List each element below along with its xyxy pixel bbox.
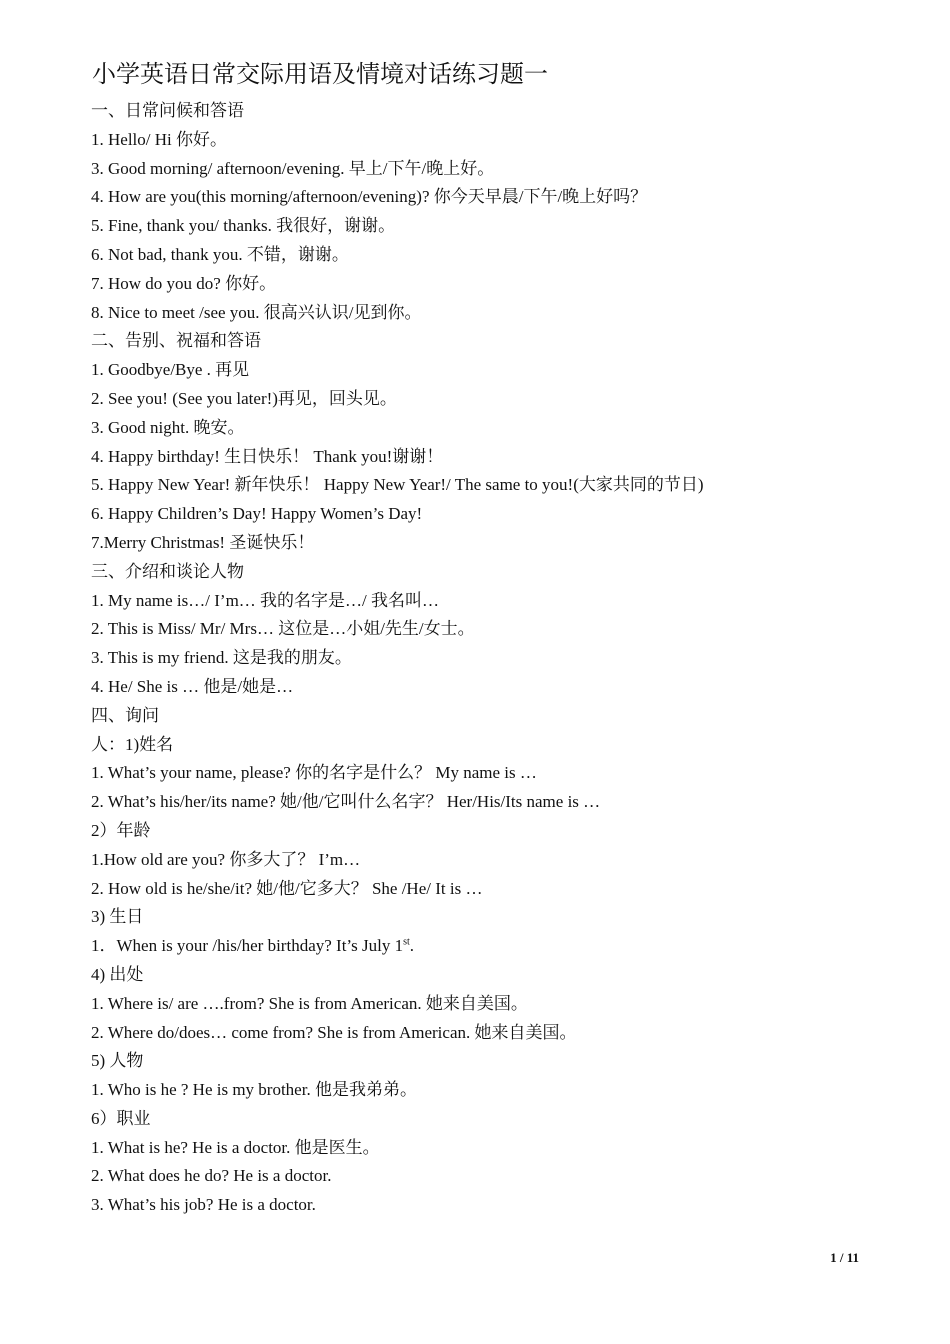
text-line (91, 471, 704, 500)
line-text: 4. He/ She is … 他是/她是… (91, 676, 294, 696)
text-line (91, 558, 704, 587)
text-line (91, 212, 704, 241)
line-text: 人：1)姓名 (91, 734, 174, 754)
text-line (91, 241, 704, 270)
line-text: 1. Hello/ Hi 你好。 (91, 129, 227, 149)
page-title: 小学英语日常交际用语及情境对话练习题一 (92, 62, 548, 88)
line-text: 2. Where do/does… come from? She is from American. 她来自美国。 (91, 1022, 577, 1042)
text-line (91, 702, 704, 731)
line-text: 2. See you! (See you later!)再见，回头见。 (91, 388, 397, 408)
line-text: 3. Good night. 晚安。 (91, 417, 245, 437)
text-line (91, 875, 704, 904)
line-text: 2. What does he do? He is a doctor. (91, 1166, 332, 1186)
line-text-suffix: . (409, 936, 415, 956)
line-text: 一、日常问候和答语 (91, 101, 244, 120)
text-line (91, 846, 704, 875)
text-line (91, 1162, 704, 1191)
line-text: 3. Good morning/ afternoon/evening. 早上/下午/晚上好。 (91, 158, 495, 178)
line-text: 5) 人物 (91, 1051, 144, 1071)
text-line (91, 615, 704, 644)
text-line (91, 356, 704, 385)
text-line (91, 932, 704, 961)
text-line (91, 673, 704, 702)
line-superscript: st (403, 936, 410, 948)
text-line (91, 903, 704, 932)
line-text: 2. What’s his/her/its name? 她/他/它叫什么名字？ Her/His/Its name is … (91, 792, 601, 812)
text-line (91, 500, 704, 529)
text-line (91, 183, 704, 212)
line-text: 4. How are you(this morning/afternoon/evening)? 你今天早晨/下午/晚上好吗？ (91, 187, 648, 207)
text-line (91, 817, 704, 846)
line-text: 3. This is my friend. 这是我的朋友。 (91, 648, 352, 668)
line-text: 1. Where is/ are ….from? She is from American. 她来自美国。 (91, 993, 528, 1013)
line-text: 1. Goodbye/Bye . 再见 (91, 360, 250, 380)
text-line (91, 788, 704, 817)
text-line (91, 327, 704, 356)
line-text: 1.How old are you? 你多大了？ I’m… (91, 849, 361, 869)
text-line (91, 1105, 704, 1134)
line-text: 3) 生日 (91, 907, 144, 927)
text-line (91, 270, 704, 299)
text-line (91, 414, 704, 443)
text-line (91, 961, 704, 990)
line-text: 1. My name is…/ I’m… 我的名字是…/ 我名叫… (91, 590, 440, 610)
text-line (91, 1076, 704, 1105)
line-text: 1. Who is he ? He is my brother. 他是我弟弟。 (91, 1080, 417, 1100)
text-line (91, 385, 704, 414)
line-text: 1．When is your /his/her birthday? It’s July 1 (91, 936, 404, 956)
line-text: 4) 出处 (91, 964, 144, 984)
line-text: 二、告别、祝福和答语 (91, 331, 261, 351)
text-line (91, 587, 704, 616)
line-text: 6. Not bad, thank you. 不错，谢谢。 (91, 244, 349, 264)
line-text: 3. What’s his job? He is a doctor. (91, 1195, 316, 1215)
line-text: 5. Happy New Year! 新年快乐！ Happy New Year!/ The same to you!(大家共同的节日) (91, 475, 704, 495)
text-line (91, 731, 704, 760)
line-text: 6）职业 (91, 1108, 151, 1128)
line-text: 1. What’s your name, please? 你的名字是什么？ My name is … (91, 763, 537, 783)
line-text: 7.Merry Christmas! 圣诞快乐！ (91, 532, 315, 552)
text-line (91, 1134, 704, 1163)
line-text: 2）年龄 (91, 820, 151, 840)
line-text: 四、询问 (91, 705, 159, 725)
line-text: 三、介绍和谈论人物 (91, 561, 244, 581)
text-line (91, 759, 704, 788)
text-line (91, 1019, 704, 1048)
text-line (91, 126, 704, 155)
line-text: 6. Happy Children’s Day! Happy Women’s Day! (91, 504, 423, 524)
line-text: 1. What is he? He is a doctor. 他是医生。 (91, 1137, 380, 1157)
line-text: 2. How old is he/she/it? 她/他/它多大？ She /He/ It is … (91, 878, 483, 898)
line-text: 8. Nice to meet /see you. 很高兴认识/见到你。 (91, 302, 422, 322)
text-line (91, 97, 704, 126)
text-line (91, 1047, 704, 1076)
page-number: 1 / 11 (830, 1250, 859, 1265)
text-line (91, 299, 704, 328)
line-text: 7. How do you do? 你好。 (91, 273, 277, 293)
text-line (91, 529, 704, 558)
line-text: 4. Happy birthday! 生日快乐！ Thank you!谢谢！ (91, 446, 444, 466)
text-line (91, 443, 704, 472)
text-line (91, 1191, 704, 1220)
line-text: 2. This is Miss/ Mr/ Mrs… 这位是…小姐/先生/女士。 (91, 619, 475, 639)
text-line (91, 990, 704, 1019)
text-line (91, 155, 704, 184)
text-lines (91, 97, 704, 1220)
line-text: 5. Fine, thank you/ thanks. 我很好，谢谢。 (91, 216, 396, 236)
text-line (91, 644, 704, 673)
